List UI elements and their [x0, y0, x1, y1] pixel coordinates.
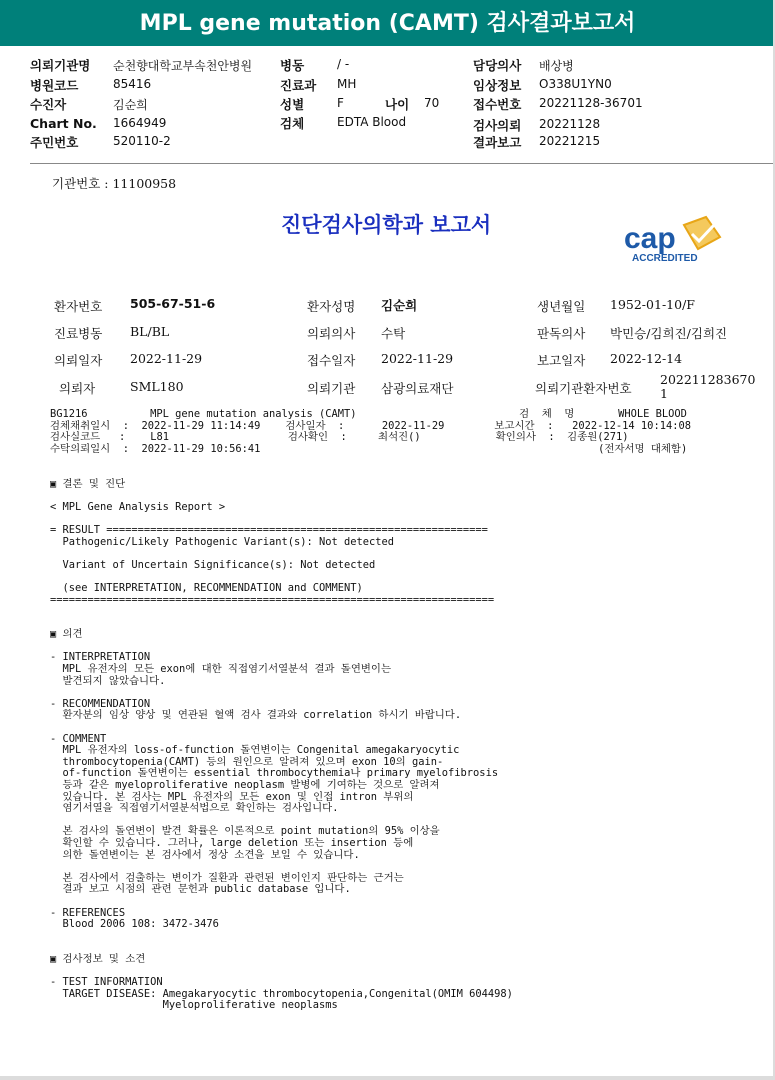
info-label: 의뢰기관환자번호 [535, 381, 632, 396]
page-title: MPL gene mutation (CAMT) 검사결과보고서 [139, 11, 636, 36]
info-label: 환자번호 [54, 299, 103, 314]
info-value: 1952-01-10/F [610, 297, 695, 312]
info-label: 의뢰기관 [307, 381, 356, 396]
cap-text: cap [624, 222, 676, 255]
cap-accredited-logo [622, 215, 732, 267]
header-label: 나이 [385, 97, 410, 112]
header-value: 배상병 [539, 59, 574, 73]
info-value: 박민승/김희진/김희진 [610, 326, 728, 341]
info-label: 의뢰자 [59, 381, 96, 396]
info-value: 505-67-51-6 [130, 296, 216, 311]
header-label: 진료과 [280, 78, 317, 93]
info-label: 판독의사 [537, 326, 586, 341]
info-value: BL/BL [130, 324, 170, 339]
info-label: 보고일자 [537, 353, 586, 368]
checkmark-icon [684, 217, 720, 249]
info-value: 김순희 [381, 298, 418, 313]
report-body: BG1216 MPL gene mutation analysis (CAMT) 검 체 명 WHOLE BLOOD 검체채취일시 : 2022-11-29 11:14:49 검사일자 : 2022-11-29 보고시간 : 2022-12-14 10:14:08 검사실코드 : L81 검사확인 : 최석진() 확인의사 : 김종원(271) 수탁의뢰일시 : 2022-11-29 10:56:41 (전자서명 대체함) ▣ 결론 및 진단 < MPL Gene Analysis Report > = RESULT ============================================================= Pathogenic/Likely Pathogenic Variant(s): Not detected Variant of Uncertain Significance(s): Not detected (see INTERPRETATION, RECOMMENDATION and COMMENT) ======================================================================= ▣ 의견 - INTERPRETATION MPL 유전자의 모든 exon에 대한 직접염기서열분석 결과 돌연변이는 발견되지 않았습니다. - RECOMMENDATION 환자분의 임상 양상 및 연관된 혈액 검사 결과와 correlation 하시기 바랍니다. - COMMENT MPL 유전자의 loss-of-function 돌연변이는 Congenital amegakaryocytic thrombocytopenia(CAMT) 등의 원인으로 알려져 있으며 exon 10의 gain- of-function 돌연변이는 essential thrombocythemia나 primary myelofibrosis 등과 같은 myeloproliferative neoplasm 발병에 기여하는 것으로 알려져 있습니다. 본 검사는 MPL 유전자의 모든 exon 및 인접 intron 부위의 염기서열을 직접염기서열분석법으로 확인하는 검사입니다. 본 검사의 돌연변이 발견 확률은 이론적으로 point mutation의 95% 이상을 확인할 수 있습니다. 그러나, large deletion 또는 insertion 등에 의한 돌연변이는 본 검사에서 정상 소견을 보일 수 있습니다. 본 검사에서 검출하는 변이가 질환과 관련된 변이인지 판단하는 근거는 결과 보고 시점의 관련 문헌과 public database 입니다. - REFERENCES Blood 2006 108: 3472-3476 ▣ 검사정보 및 소견 - TEST INFORMATION TARGET DISEASE: Amegakaryocytic thrombocytopenia,Congenital(OMIM 604498) Myeloproliferative neoplasms [50, 408, 691, 1012]
info-value: 2022-11-29 [381, 351, 454, 366]
header-value: 70 [424, 96, 440, 110]
header-value: 20221128 [539, 117, 601, 131]
header-value: 순천향대학교부속천안병원 [113, 59, 253, 73]
header-label: 검사의뢰 [473, 118, 522, 133]
header-label: 병원코드 [30, 78, 79, 93]
header-value: F [337, 96, 344, 110]
info-value: SML180 [130, 379, 184, 394]
report-title: 진단검사의학과 보고서 [281, 212, 492, 237]
header-label: 검체 [280, 116, 305, 131]
header-value: 520110-2 [113, 134, 171, 148]
header-label: 의뢰기관명 [30, 58, 91, 73]
info-value: 수탁 [381, 326, 406, 341]
info-label: 접수일자 [307, 353, 356, 368]
header-value: 85416 [113, 77, 152, 91]
header-label: 접수번호 [473, 97, 522, 112]
header-value: / - [337, 57, 350, 71]
header-value: 김순희 [113, 98, 148, 112]
header-label: 병동 [280, 58, 305, 73]
report-title-bar [0, 0, 775, 46]
info-value: 삼광의료재단 [381, 381, 454, 396]
header-value: 1664949 [113, 116, 167, 130]
info-value: 202211283670 [660, 372, 756, 387]
header-label: 담당의사 [473, 58, 522, 73]
header-value: 20221215 [539, 134, 601, 148]
institution-number: 기관번호 : 11100958 [52, 176, 177, 191]
cap-accredited-text: ACCREDITED [632, 253, 698, 264]
info-label: 의뢰의사 [307, 326, 356, 341]
header-label: 성별 [280, 97, 305, 112]
header-label: 수진자 [30, 97, 67, 112]
page-edge-bottom [0, 1076, 775, 1080]
header-label: 주민번호 [30, 135, 79, 150]
header-value: 20221128-36701 [539, 96, 643, 110]
header-value: MH [337, 77, 357, 91]
header-divider [30, 163, 774, 164]
header-label: Chart No. [30, 116, 97, 131]
header-value: O338U1YN0 [539, 77, 612, 91]
info-value: 2022-11-29 [130, 351, 203, 366]
info-label: 의뢰일자 [54, 353, 103, 368]
report-body-text [50, 409, 691, 1012]
info-value-continued: 1 [660, 386, 668, 401]
cap-logo-icon [622, 215, 732, 267]
info-label: 환자성명 [307, 299, 356, 314]
info-label: 진료병동 [54, 326, 103, 341]
info-label: 생년월일 [537, 299, 586, 314]
info-value: 2022-12-14 [610, 351, 683, 366]
header-label: 결과보고 [473, 135, 522, 150]
header-label: 임상정보 [473, 78, 522, 93]
header-value: EDTA Blood [337, 115, 407, 129]
